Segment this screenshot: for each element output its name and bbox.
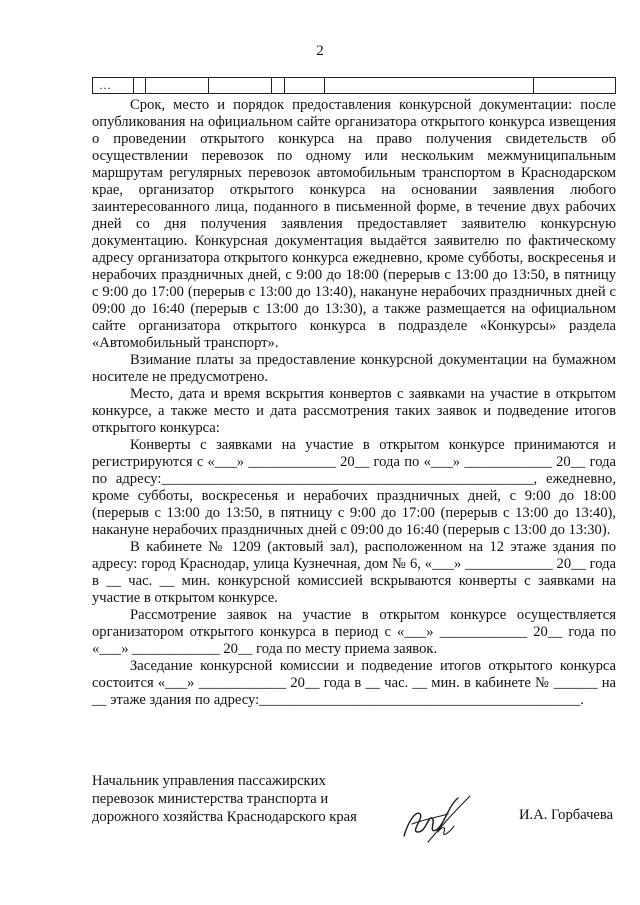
table-cell xyxy=(285,78,325,94)
table-cell xyxy=(209,78,272,94)
document-body xyxy=(92,97,616,709)
paragraph-application-acceptance: Конверты с заявками на участие в открытом конкурсе принимаются и регистрируются с «___» ____________ 20__ года по «___» ____________ 20__ года по адресу:___________________________________________________, ежедневно, кроме субботы, воскресенья и нерабочих праздничных дней, с 9:00 до 18:00 (перерыв с 13:00 до 13:50, в пятницу с 9:00 до 17:00 (перерыв с 13:00 до 13:40), накануне нерабочих праздничных дней с 09:00 до 16:40 (перерыв с 13:00 до 13:30). xyxy=(92,437,616,538)
table-cell xyxy=(146,78,209,94)
paragraph-application-review: Рассмотрение заявок на участие в открытом конкурсе осуществляется организатором открытого конкурса в период с «___» ____________ 20__ года по «___» ____________ 20__ года по месту приема заявок. xyxy=(92,607,616,657)
table-cell xyxy=(272,78,285,94)
signatory-position xyxy=(92,772,357,826)
table-cell xyxy=(534,78,616,94)
paragraph-envelope-opening: В кабинете № 1209 (актовый зал), расположенном на 12 этаже здания по адресу: город Краснодар, улица Кузнечная, дом № 6, «___» ____________ 20__ года в __ час. __ мин. конкурсной комиссией вскрываются конверты с заявками на участие в открытом конкурсе. xyxy=(92,539,616,606)
position-line: дорожного хозяйства Краснодарского края xyxy=(92,809,357,825)
paragraph-commission-meeting: Заседание конкурсной комиссии и подведение итогов открытого конкурса состоится «___» ____________ 20__ года в __ час. __ мин. в кабинете № ______ на __ этаже здания по адресу:____________________________________________. xyxy=(92,658,616,708)
paragraph-documentation-procedure: Срок, место и порядок предоставления конкурсной документации: после опубликования на официальном сайте организатора открытого конкурса извещения о проведении открытого конкурса на право получения свидетельств об осуществлении перевозок по одному или нескольким межмуниципальным маршрутам регулярных перевозок автомобильным транспортом в Краснодарском крае, организатор открытого конкурса на основании заявления любого заинтересованного лица, поданного в письменной форме, в течение двух рабочих дней со дня получения заявления предоставляет заявителю конкурсную документацию. Конкурсная документация выдаётся заявителю по фактическому адресу организатора открытого конкурса ежедневно, кроме субботы, воскресенья и нерабочих праздничных дней, с 9:00 до 18:00 (перерыв с 13:00 до 13:50, в пятницу с 9:00 до 17:00 (перерыв с 13:00 до 13:40), накануне нерабочих праздничных дней с 09:00 до 16:40 (перерыв с 13:00 до 13:30), а также размещается на официальном сайте организатора открытого конкурса в подразделе «Конкурсы» раздела «Автомобильный транспорт». xyxy=(92,97,616,351)
handwritten-signature xyxy=(398,792,476,848)
paragraph-opening-heading: Место, дата и время вскрытия конвертов с заявками на участие в открытом конкурсе, а также место и дата рассмотрения таких заявок и подведение итогов открытого конкурса: xyxy=(92,386,616,436)
position-line: перевозок министерства транспорта и xyxy=(92,791,329,807)
header-table-fragment xyxy=(92,77,616,94)
table-cell-ellipsis: … xyxy=(93,78,134,94)
signer-name: И.А. Горбачева xyxy=(519,807,614,823)
table-cell xyxy=(325,78,534,94)
table-cell xyxy=(134,78,146,94)
table-row xyxy=(93,78,616,94)
position-line: Начальник управления пассажирских xyxy=(92,773,326,789)
paragraph-fee: Взимание платы за предоставление конкурсной документации на бумажном носителе не предусмотрено. xyxy=(92,352,616,385)
page-number: 2 xyxy=(316,43,324,59)
